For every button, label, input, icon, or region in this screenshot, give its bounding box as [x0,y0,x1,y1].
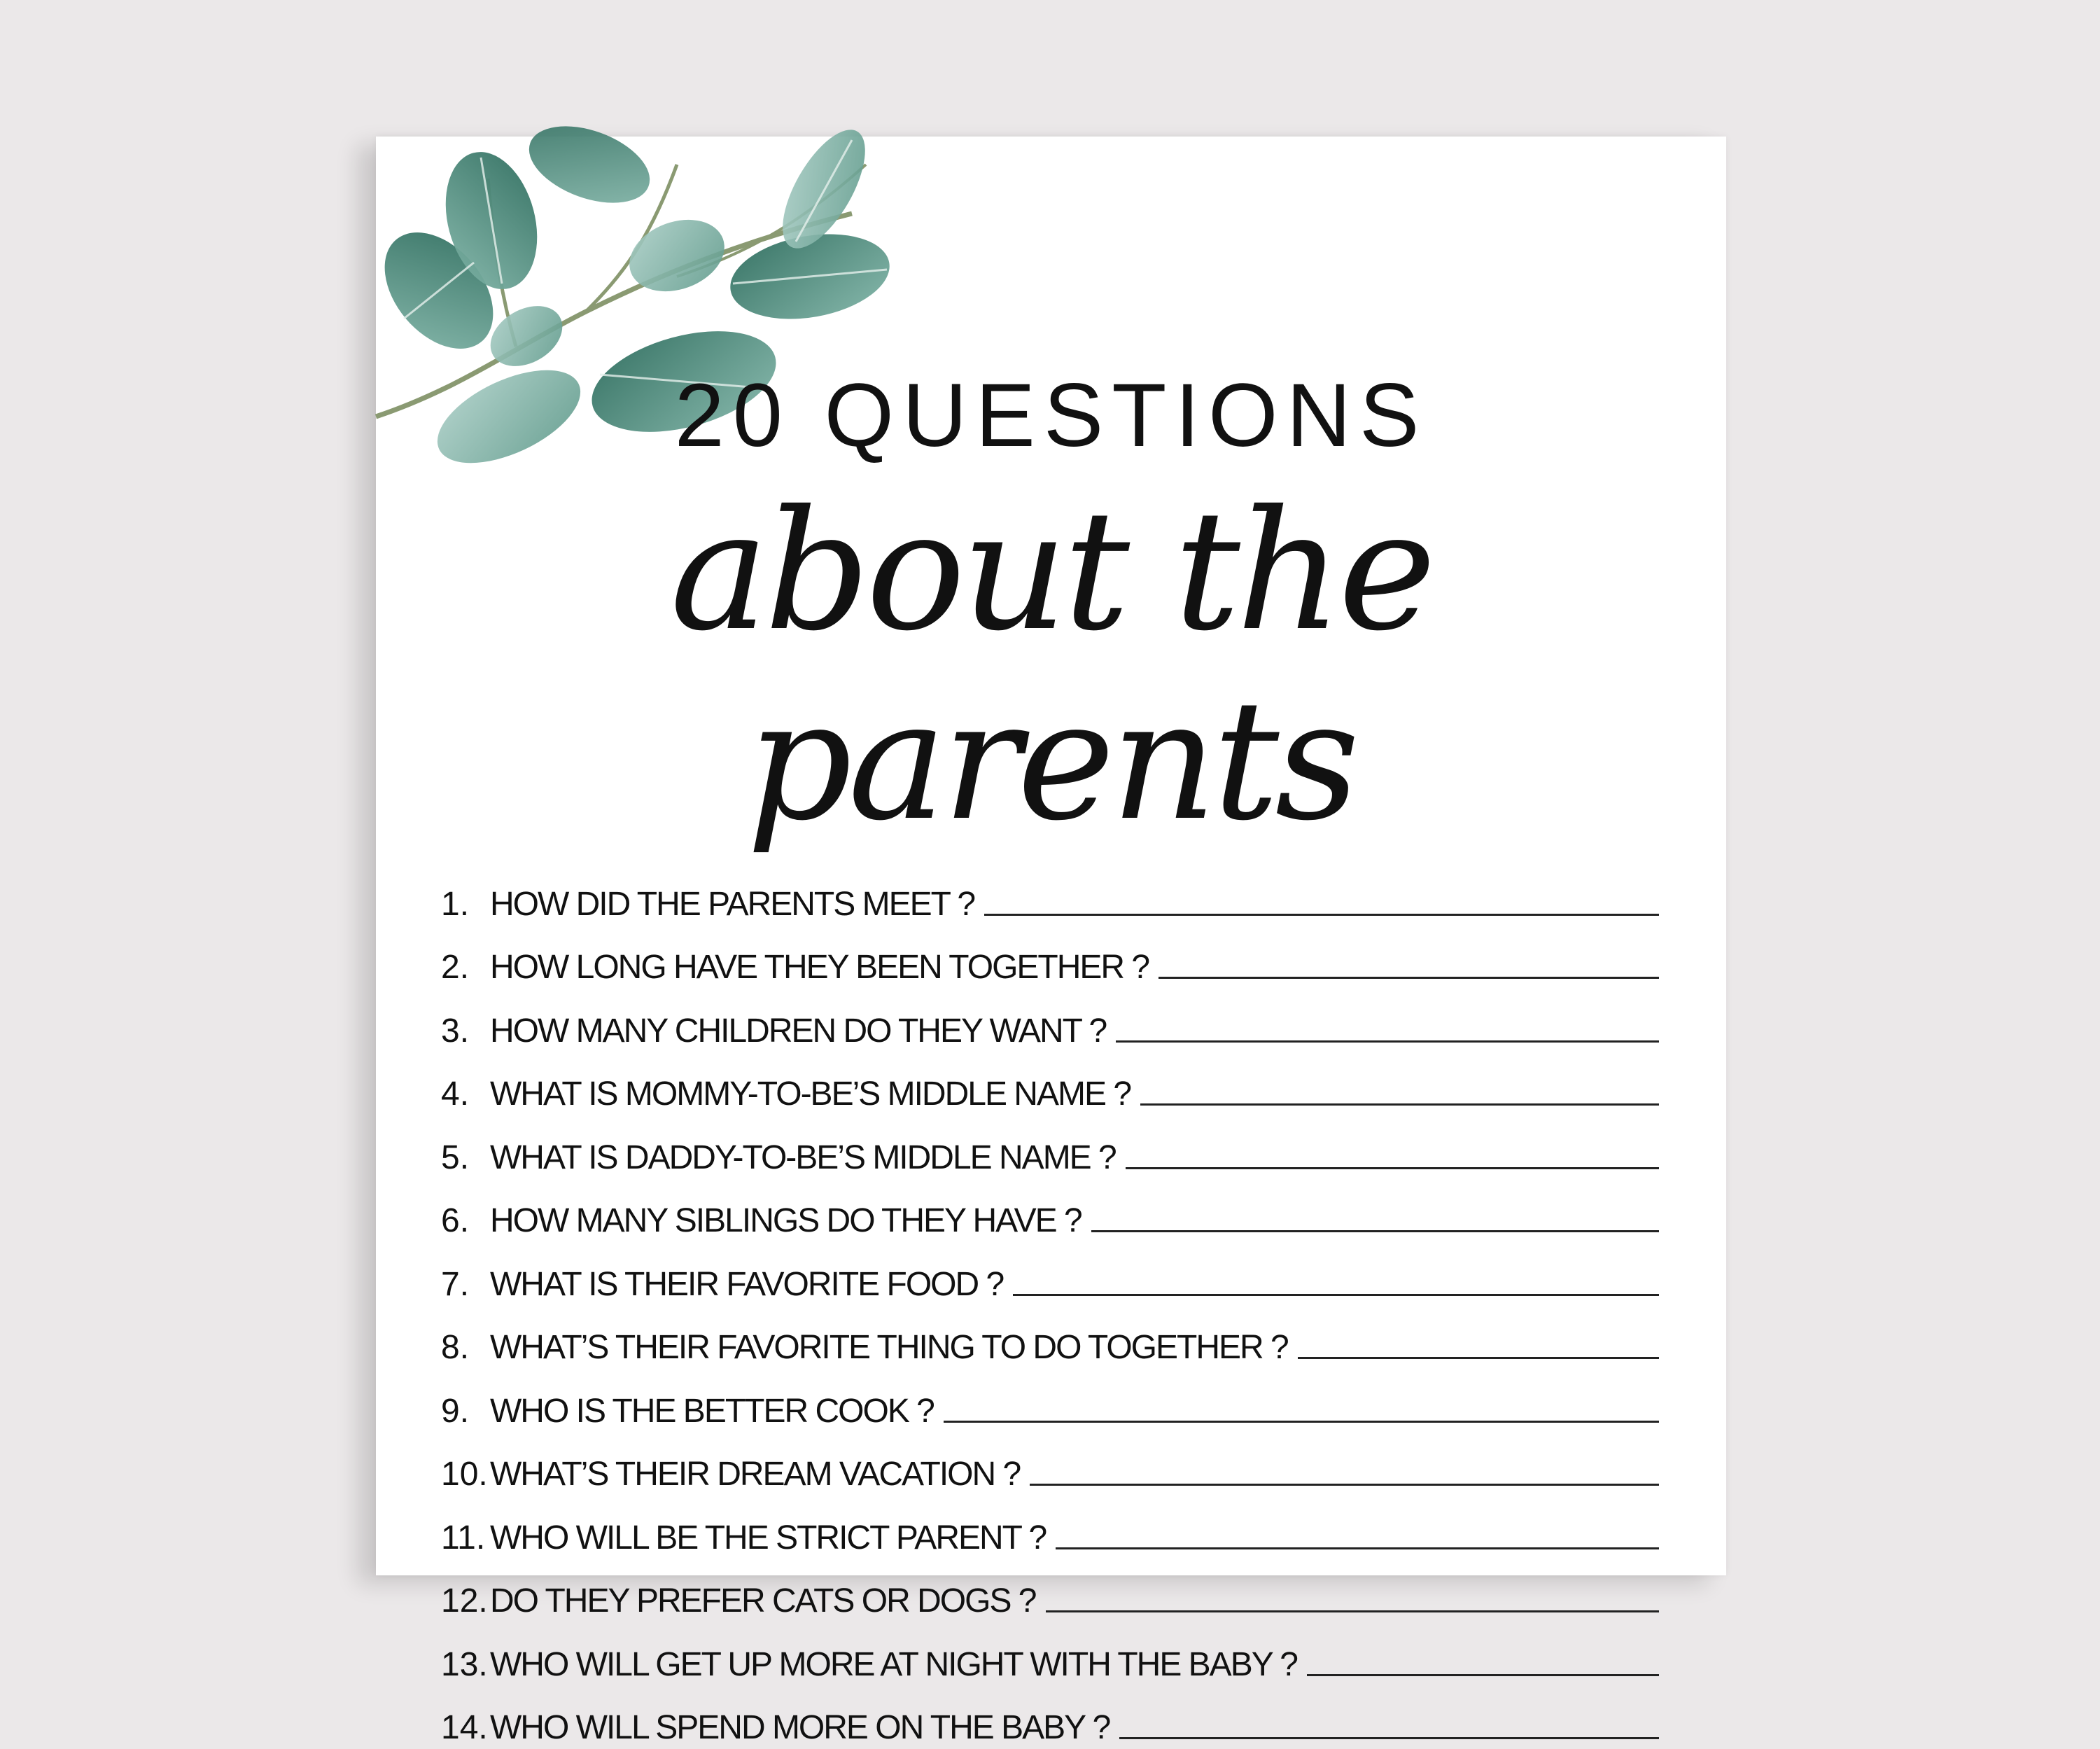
question-row-11 [441,1496,1659,1559]
question-text: HOW MANY CHILDREN DO THEY WANT ? [490,1015,1106,1052]
printable-page [376,137,1726,1575]
answer-line [1307,1674,1659,1676]
question-number: 9. [441,1395,490,1433]
question-text: WHAT’S THEIR DREAM VACATION ? [490,1458,1020,1496]
question-row-1 [441,862,1659,926]
question-number: 6. [441,1204,490,1242]
question-number: 2. [441,951,490,989]
answer-line [1056,1547,1659,1549]
question-number: 8. [441,1331,490,1369]
answer-line [944,1421,1659,1423]
question-number: 10. [441,1458,490,1496]
question-list [441,862,1659,1749]
question-text: WHO WILL BE THE STRICT PARENT ? [490,1521,1046,1559]
answer-line [1013,1294,1659,1296]
question-row-4 [441,1052,1659,1116]
question-number: 5. [441,1141,490,1179]
question-text: WHAT IS MOMMY-TO-BE’S MIDDLE NAME ? [490,1078,1130,1115]
question-row-13 [441,1622,1659,1686]
answer-line [1119,1737,1659,1739]
question-number: 7. [441,1268,490,1306]
question-row-14 [441,1686,1659,1749]
question-text: WHO WILL SPEND MORE ON THE BABY ? [490,1711,1110,1749]
question-row-8 [441,1306,1659,1370]
question-row-12 [441,1559,1659,1623]
answer-line [1046,1610,1660,1612]
script-subtitle: about the parents [376,476,1726,856]
question-row-7 [441,1242,1659,1306]
answer-line [1158,977,1659,979]
question-number: 14. [441,1711,490,1749]
question-text: WHO WILL GET UP MORE AT NIGHT WITH THE BABY ? [490,1648,1297,1686]
question-row-6 [441,1179,1659,1243]
question-number: 13. [441,1648,490,1686]
page-title: 20 QUESTIONS [376,371,1726,461]
answer-line [1091,1230,1659,1232]
question-text: WHAT IS THEIR FAVORITE FOOD ? [490,1268,1003,1306]
question-number: 3. [441,1015,490,1052]
answer-line [1126,1167,1659,1169]
question-row-3 [441,989,1659,1052]
question-number: 12. [441,1584,490,1622]
answer-line [984,914,1659,916]
question-row-10 [441,1433,1659,1496]
question-text: WHAT’S THEIR FAVORITE THING TO DO TOGETHER ? [490,1331,1288,1369]
question-text: DO THEY PREFER CATS OR DOGS ? [490,1584,1036,1622]
answer-line [1116,1040,1659,1043]
question-number: 1. [441,888,490,926]
question-text: HOW MANY SIBLINGS DO THEY HAVE ? [490,1204,1082,1242]
question-row-5 [441,1115,1659,1179]
question-text: WHO IS THE BETTER COOK ? [490,1395,934,1433]
question-row-2 [441,926,1659,989]
question-row-9 [441,1369,1659,1433]
answer-line [1140,1103,1659,1106]
question-text: HOW LONG HAVE THEY BEEN TOGETHER ? [490,951,1149,989]
question-text: HOW DID THE PARENTS MEET ? [490,888,974,926]
question-number: 11. [441,1521,490,1559]
question-text: WHAT IS DADDY-TO-BE’S MIDDLE NAME ? [490,1141,1116,1179]
answer-line [1030,1484,1659,1486]
answer-line [1298,1357,1659,1359]
question-number: 4. [441,1078,490,1115]
